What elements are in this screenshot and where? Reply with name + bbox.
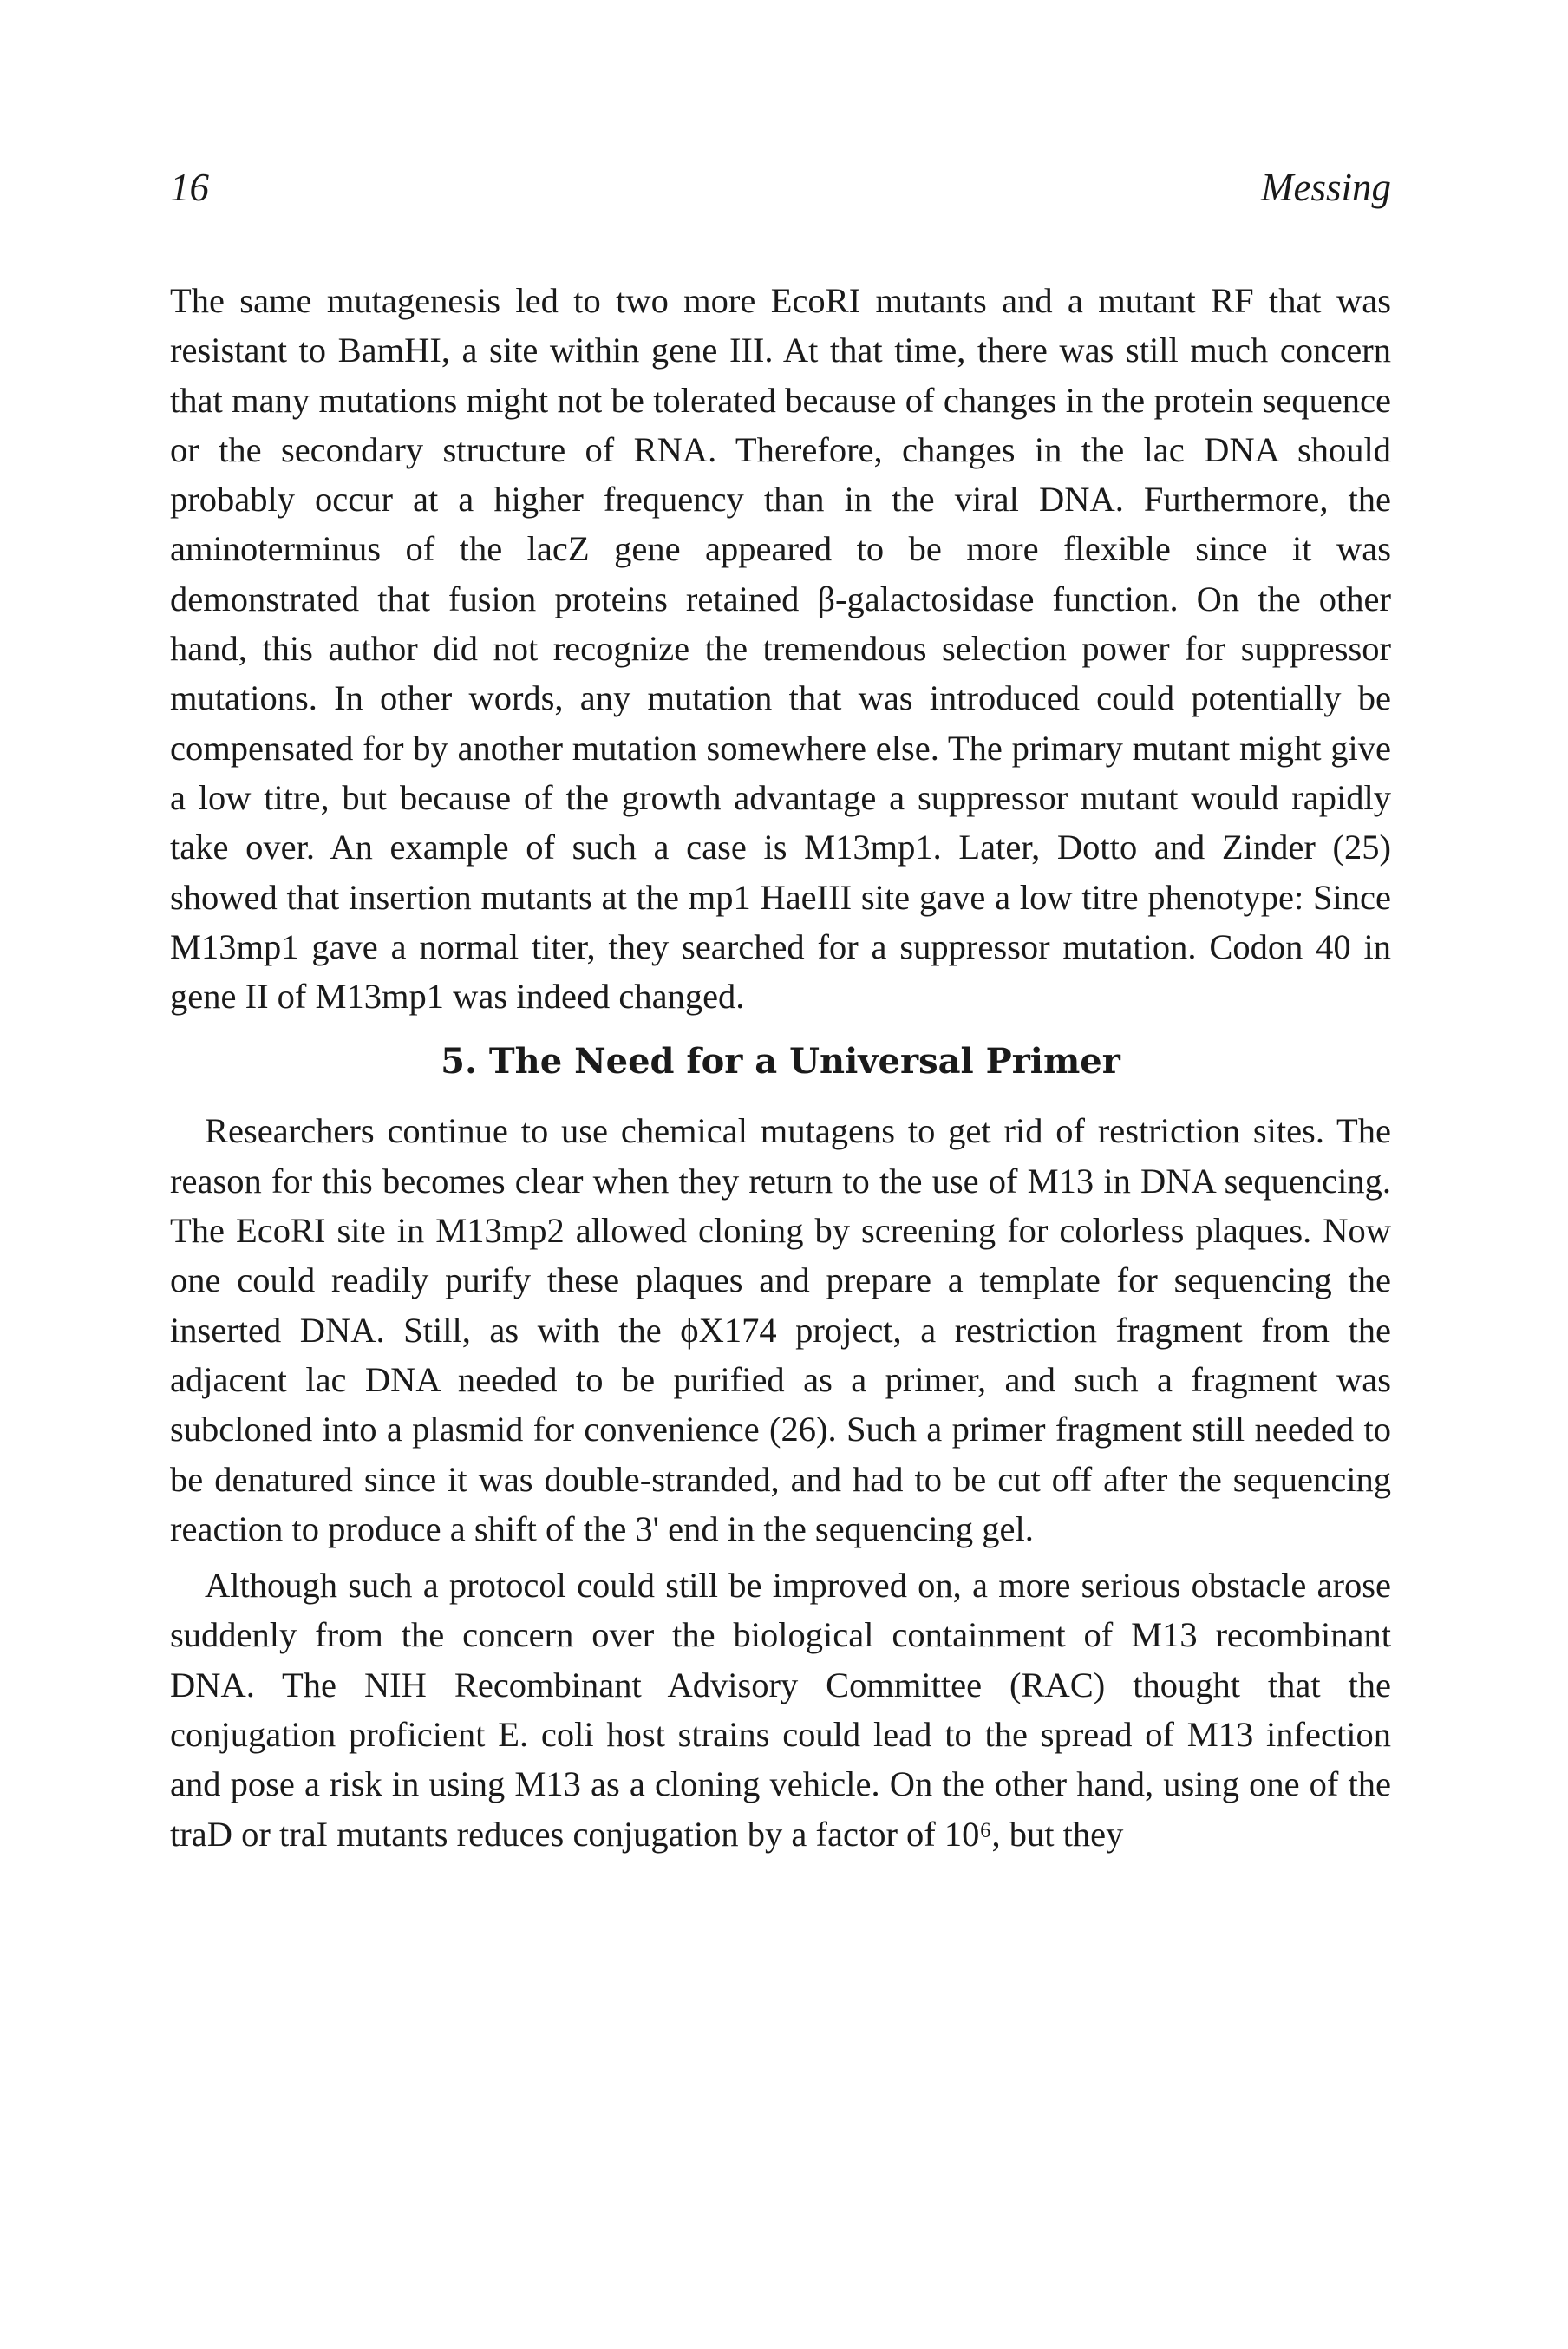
running-title: Messing [1261,166,1391,209]
running-header [170,165,1391,226]
paragraph-mutagenesis: The same mutagenesis led to two more EcoRI mutants and a mutant RF that was resistant to BamHI, a site within gene III. At that time, there was still much concern that many mutations might not be tolerated because of changes in the protein sequence or the secondary structure of RNA. Therefore, changes in the lac DNA should probably occur at a higher frequency than in the viral DNA. Furthermore, the aminoterminus of the lacZ gene appeared to be more flexible since it was demonstrated that fusion proteins retained β-galactosidase function. On the other hand, this author did not recognize the tremendous selection power for suppressor mutations. In other words, any mutation that was introduced could potentially be compensated for by another mutation somewhere else. The primary mutant might give a low titre, but because of the growth advantage a suppressor mutant would rapidly take over. An example of such a case is M13mp1. Later, Dotto and Zinder (25) showed that insertion mutants at the mp1 HaeIII site gave a low titre phenotype: Since M13mp1 gave a normal titer, they searched for a suppressor mutation. Codon 40 in gene II of M13mp1 was indeed changed. [170,281,1391,1017]
paragraph-containment: Although such a protocol could still be improved on, a more serious obstacle arose suddenly from the concern over the biological containment of M13 recombinant DNA. The NIH Recombinant Advisory Committee (RAC) thought that the conjugation proficient E. coli host strains could lead to the spread of M13 infection and pose a risk in using M13 as a cloning vehicle. On the other hand, using one of the traD or traI mutants reduces conjugation by a factor of 10⁶, but they [170,1566,1391,1854]
body-text [170,276,1391,1859]
section-heading: 5. The Need for a Universal Primer [441,1041,1120,1083]
page-number: 16 [170,166,209,209]
paragraph-universal-primer: Researchers continue to use chemical mutagens to get rid of restriction sites. The reason for this becomes clear when they return to the use of M13 in DNA sequencing. The EcoRI site in M13mp2 allowed cloning by screening for colorless plaques. Now one could readily purify these plaques and prepare a template for sequencing the inserted DNA. Still, as with the ϕX174 project, a restriction fragment from the adjacent lac DNA needed to be purified as a primer, and such a fragment was subcloned into a plasmid for convenience (26). Such a primer fragment still needed to be denatured since it was double-stranded, and had to be cut off after the sequencing reaction to produce a shift of the 3' end in the sequencing gel. [170,1111,1391,1548]
